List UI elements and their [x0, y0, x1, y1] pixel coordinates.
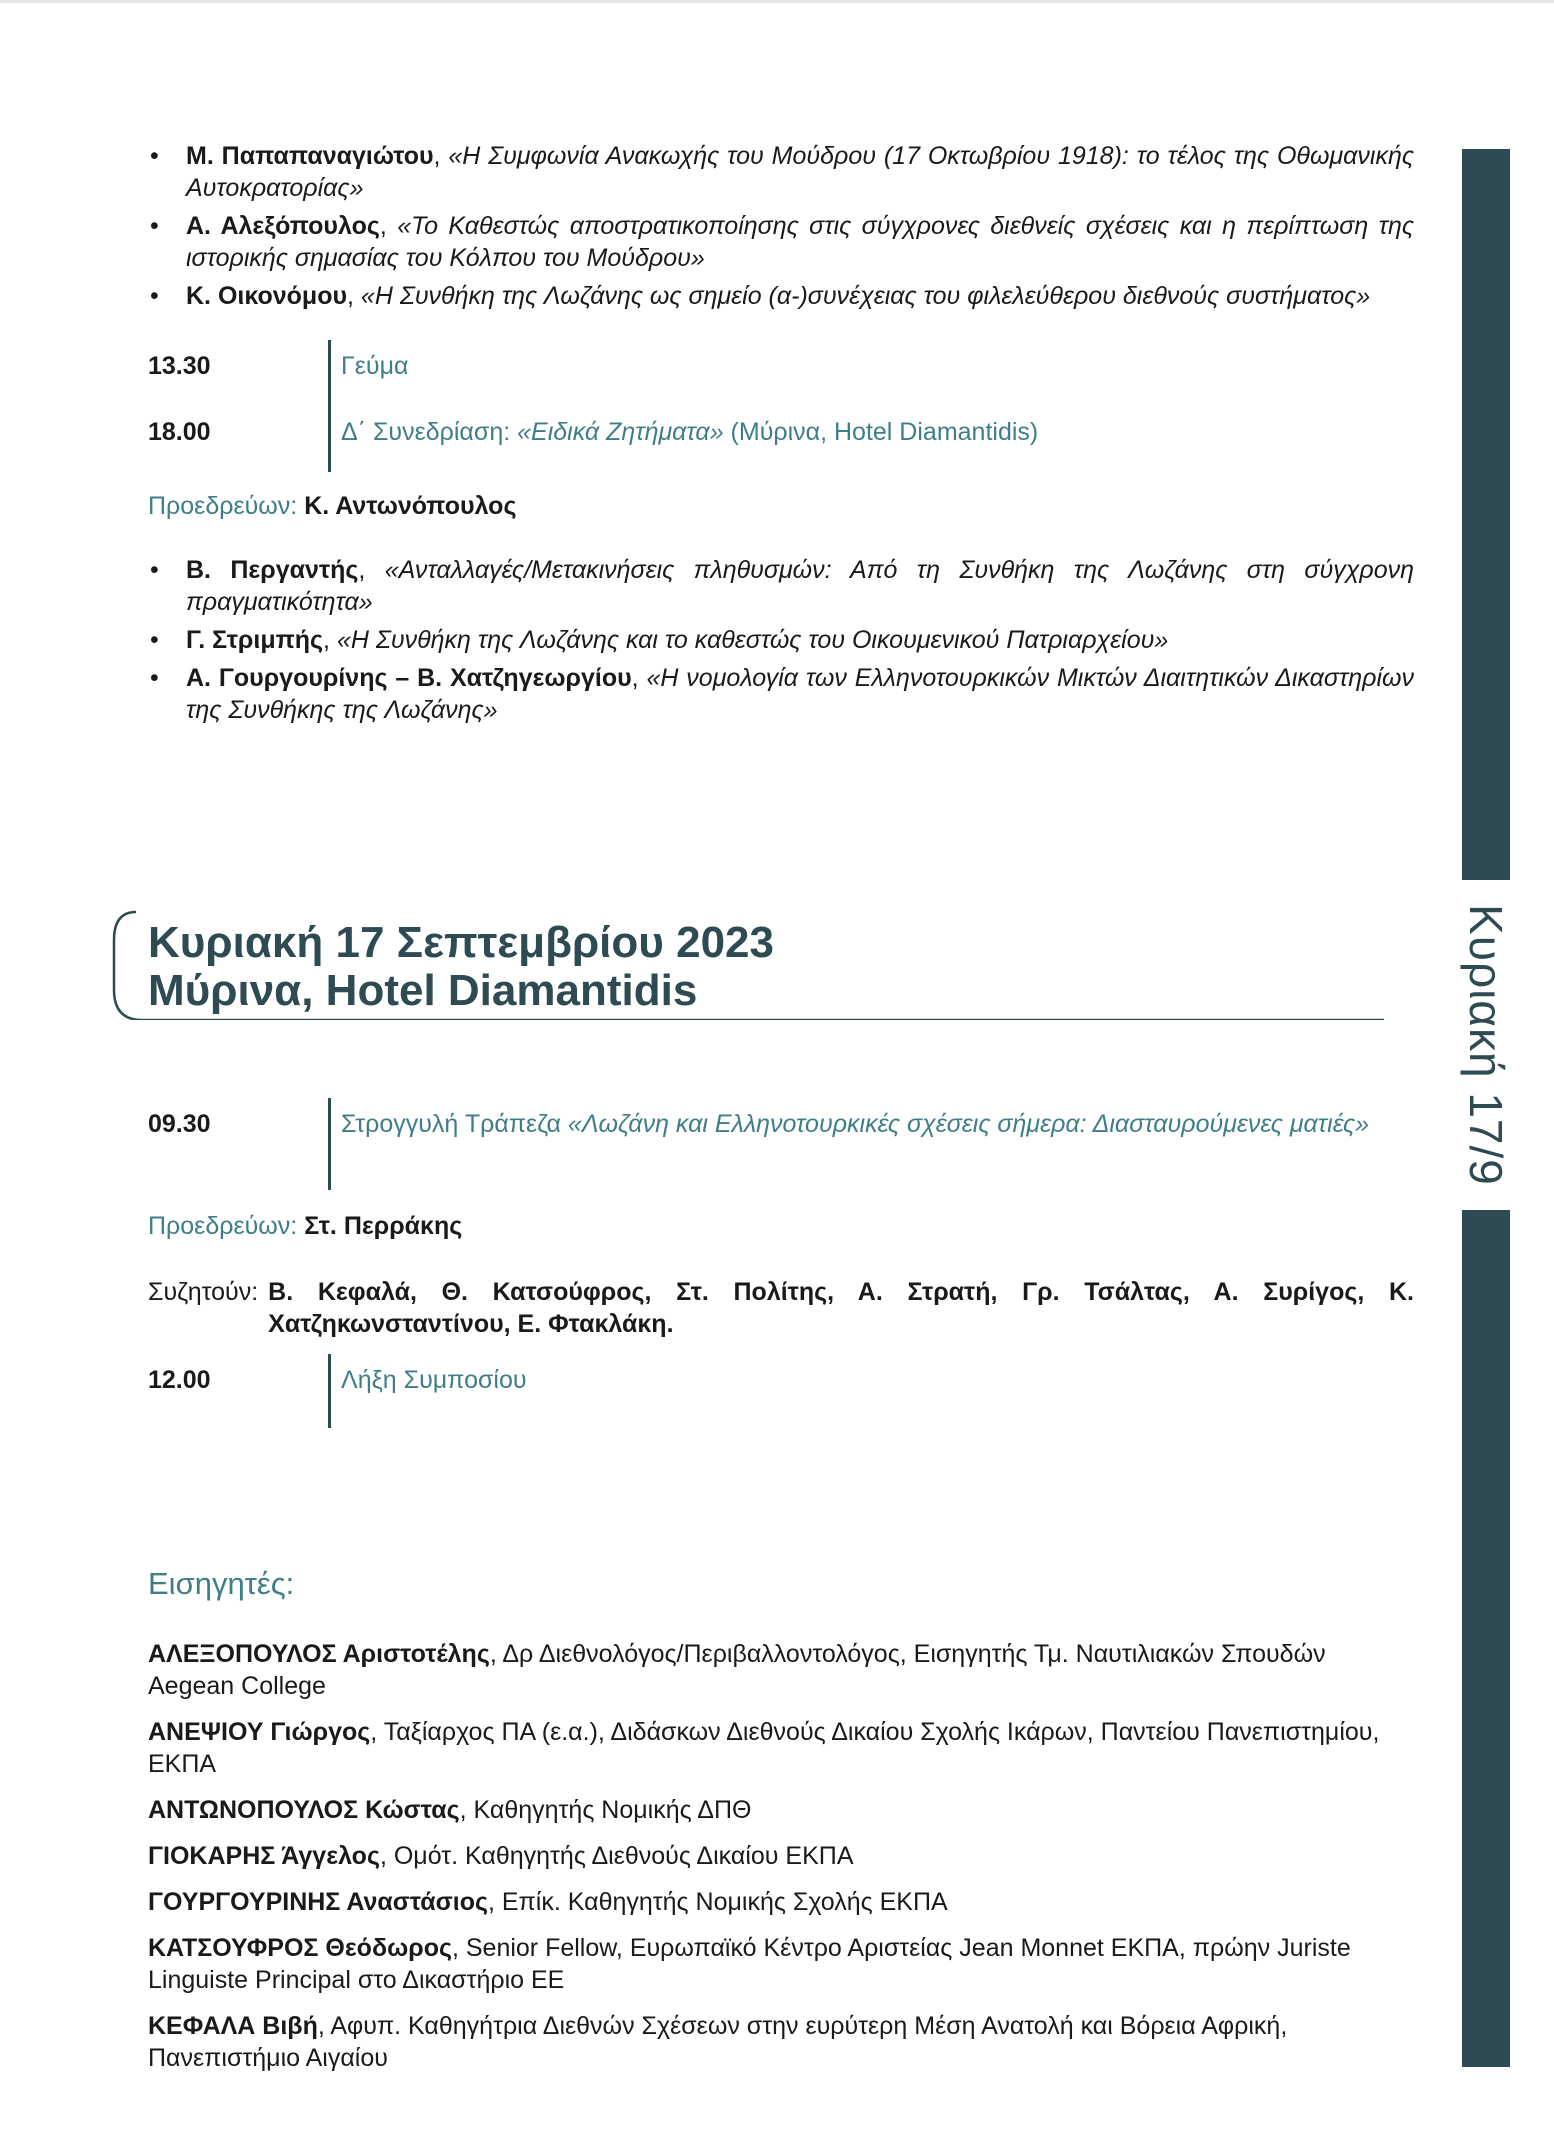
session-d-chair [148, 490, 1414, 522]
day-heading-venue: Μύρινα, Hotel Diamantidis [148, 966, 698, 1015]
chair-name: Στ. Περράκης [304, 1212, 463, 1240]
speaker-affiliation: , Δρ Διεθνολόγος/Περιβαλλοντολόγος, Εισηγητής Τμ. Ναυτιλιακών Σπουδών Aegean College [148, 1640, 1326, 1700]
bullet-icon: • [150, 556, 159, 584]
chair-label: Προεδρεύων: [148, 1212, 298, 1240]
speaker-name: ΑΛΕΞΟΠΟΥΛΟΣ Αριστοτέλης [148, 1640, 490, 1668]
speaker-bio [148, 1840, 1414, 1872]
schedule-row-session-d [148, 406, 1414, 472]
bullet-icon: • [150, 142, 159, 170]
speaker-affiliation: , Ταξίαρχος ΠΑ (ε.α.), Διδάσκων Διεθνούς Δικαίου Σχολής Ικάρων, Παντείου Πανεπιστημίου, ΕΚΠΑ [148, 1718, 1380, 1778]
side-tab-label: Κυριακή 17/9 [1460, 904, 1512, 1186]
session-venue: (Μύρινα, Hotel Diamantidis) [723, 418, 1039, 446]
speaker-bio [148, 1716, 1414, 1780]
speaker-affiliation: , Senior Fellow, Ευρωπαϊκό Κέντρο Αριστείας Jean Monnet ΕΚΠΑ, πρώην Juriste Linguiste Principal στο Δικαστήριο ΕΕ [148, 1934, 1351, 1994]
speaker-bio [148, 2010, 1414, 2074]
chair-name: Κ. Αντωνόπουλος [304, 492, 517, 520]
speaker-affiliation: , Καθηγητής Νομικής ΔΠΘ [459, 1796, 752, 1824]
roundtable-chair [148, 1210, 1414, 1242]
talk-speaker: Κ. Οικονόμου [186, 282, 348, 310]
speaker-name: ΑΝΤΩΝΟΠΟΥΛΟΣ Κώστας [148, 1796, 460, 1824]
speaker-name: ΑΝΕΨΙΟΥ Γιώργος [148, 1718, 371, 1746]
talk-title: «Η Συμφωνία Ανακωχής του Μούδρου (17 Οκτωβρίου 1918): το τέλος της Οθωμανικής Αυτοκρατορίας» [186, 142, 1414, 202]
session-d-talk-list [148, 554, 1414, 726]
talk-title: «Η Συνθήκη της Λωζάνης και το καθεστώς του Οικουμενικού Πατριαρχείου» [336, 626, 1169, 654]
speaker-bio [148, 1886, 1414, 1918]
speaker-bio [148, 1638, 1414, 1702]
day-heading-date: Κυριακή 17 Σεπτεμβρίου 2023 [148, 918, 774, 967]
list-item: • Γ. Στριμπής, «Η Συνθήκη της Λωζάνης και το καθεστώς του Οικουμενικού Πατριαρχείου» [150, 626, 1169, 654]
talk-title: «Ανταλλαγές/Μετακινήσεις πληθυσμών: Από τη Συνθήκη της Λωζάνης στη σύγχρονη πραγματικότητα» [186, 556, 1414, 616]
talk-speaker: Α. Αλεξόπουλος [186, 212, 380, 240]
bullet-icon: • [150, 282, 159, 310]
schedule-label [331, 406, 1414, 472]
schedule-row-roundtable [148, 1098, 1414, 1190]
speaker-name: ΓΙΟΚΑΡΗΣ Άγγελος [148, 1842, 380, 1870]
speaker-affiliation: , Αφυπ. Καθηγήτρια Διεθνών Σχέσεων στην ευρύτερη Μέση Ανατολή και Βόρεια Αφρική, Πανεπιστήμιο Αιγαίου [148, 2012, 1288, 2072]
roundtable-prefix: Στρογγυλή Τράπεζα [341, 1110, 568, 1138]
schedule-row-closing [148, 1354, 1414, 1428]
list-item: • Κ. Οικονόμου, «Η Συνθήκη της Λωζάνης ως σημείο (α-)συνέχειας του φιλελεύθερου διεθνούς συστήματος» [150, 282, 1371, 310]
list-item: • Μ. Παπαπαναγιώτου, «Η Συμφωνία Ανακωχής του Μούδρου (17 Οκτωβρίου 1918): το τέλος της Οθωμανικής Αυτοκρατορίας» [150, 142, 1414, 202]
sunday-content [148, 1098, 1414, 1428]
speaker-bio [148, 1932, 1414, 1996]
speaker-bio [148, 1794, 1414, 1826]
speaker-name: ΚΕΦΑΛΑ Βιβή [148, 2012, 318, 2040]
schedule-label [331, 1098, 1414, 1190]
schedule-label: Γεύμα [341, 352, 409, 380]
speaker-affiliation: , Ομότ. Καθηγητής Διεθνούς Δικαίου ΕΚΠΑ [379, 1842, 854, 1870]
schedule-time: 18.00 [148, 418, 211, 446]
talk-speaker: Μ. Παπαπαναγιώτου [186, 142, 434, 170]
side-tab [1452, 880, 1520, 1210]
bullet-icon: • [150, 664, 159, 692]
speakers-section [148, 1566, 1414, 2088]
talk-title: «Η νομολογία των Ελληνοτουρκικών Μικτών Διαιτητικών Δικαστηρίων της Συνθήκης της Λωζάνης» [186, 664, 1415, 724]
schedule-time: 09.30 [148, 1110, 211, 1138]
session-prefix: Δ΄ Συνεδρίαση: [341, 418, 518, 446]
bullet-icon: • [150, 212, 159, 240]
talk-title: «Η Συνθήκη της Λωζάνης ως σημείο (α-)συνέχειας του φιλελεύθερου διεθνούς συστήματος» [360, 282, 1371, 310]
day-heading [112, 910, 1384, 1020]
talk-speaker: Γ. Στριμπής [186, 626, 324, 654]
discussants-label: Συζητούν: [148, 1278, 259, 1306]
bullet-icon: • [150, 626, 159, 654]
speaker-affiliation: , Επίκ. Καθηγητής Νομικής Σχολής ΕΚΠΑ [487, 1888, 948, 1916]
speaker-name: ΓΟΥΡΓΟΥΡΙΝΗΣ Αναστάσιος [148, 1888, 488, 1916]
list-item: • Α. Αλεξόπουλος, «Το Καθεστώς αποστρατικοποίησης στις σύγχρονες διεθνείς σχέσεις και η περίπτωση της ιστορικής σημασίας του Κόλπου του Μούδρου» [150, 212, 1414, 272]
talk-speaker: Α. Γουργουρίνης – Β. Χατζηγεωργίου [186, 664, 632, 692]
talk-title: «Το Καθεστώς αποστρατικοποίησης στις σύγχρονες διεθνείς σχέσεις και η περίπτωση της ιστορικής σημασίας του Κόλπου του Μούδρου» [186, 212, 1414, 272]
session-c-talk-list [148, 140, 1414, 312]
speakers-title: Εισηγητές: [148, 1566, 295, 1601]
schedule-time: 13.30 [148, 352, 211, 380]
list-item: • Β. Περγαντής, «Ανταλλαγές/Μετακινήσεις πληθυσμών: Από τη Συνθήκη της Λωζάνης στη σύγχρονη πραγματικότητα» [150, 556, 1414, 616]
chair-label: Προεδρεύων: [148, 492, 298, 520]
speaker-name: ΚΑΤΣΟΥΦΡΟΣ Θεόδωρος [148, 1934, 452, 1962]
page-top-border [0, 0, 1554, 3]
talk-speaker: Β. Περγαντής [186, 556, 359, 584]
schedule-row-lunch [148, 340, 1414, 406]
upper-content [148, 140, 1414, 732]
list-item: • Α. Γουργουρίνης – Β. Χατζηγεωργίου, «Η νομολογία των Ελληνοτουρκικών Μικτών Διαιτητικών Δικαστηρίων της Συνθήκης της Λωζάνης» [150, 664, 1415, 724]
roundtable-title: «Λωζάνη και Ελληνοτουρκικές σχέσεις σήμερα: Διασταυρούμενες ματιές» [567, 1110, 1370, 1138]
schedule-label: Λήξη Συμποσίου [341, 1366, 527, 1394]
roundtable-discussants [148, 1276, 1414, 1340]
session-title: «Ειδικά Ζητήματα» [517, 418, 724, 446]
schedule-time: 12.00 [148, 1366, 211, 1394]
discussants-names: Β. Κεφαλά, Θ. Κατσούφρος, Στ. Πολίτης, Α. Στρατή, Γρ. Τσάλτας, Α. Συρίγος, Κ. Χατζηκωνσταντίνου, Ε. Φτακλάκη. [268, 1278, 1414, 1338]
